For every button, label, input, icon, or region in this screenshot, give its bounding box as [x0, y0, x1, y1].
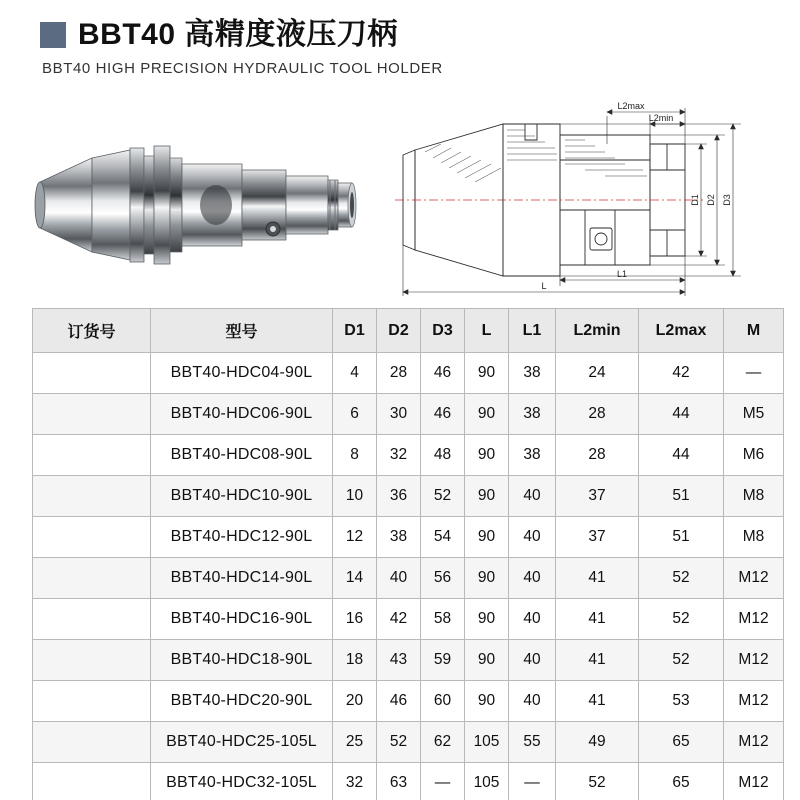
cell-d1: 25 [333, 722, 377, 763]
col-header-d1: D1 [333, 309, 377, 353]
cell-m: M8 [724, 476, 784, 517]
cell-order [33, 476, 151, 517]
cell-m: M5 [724, 394, 784, 435]
dimension-drawing [385, 100, 775, 300]
cell-m: M6 [724, 435, 784, 476]
specification-table [32, 308, 784, 800]
cell-l: 90 [465, 599, 509, 640]
cell-l: 90 [465, 476, 509, 517]
cell-l1: 38 [509, 353, 556, 394]
cell-d2: 52 [377, 722, 421, 763]
figures-area [0, 100, 800, 300]
table-row [33, 353, 784, 394]
cell-d1: 32 [333, 763, 377, 800]
cell-d2: 32 [377, 435, 421, 476]
dim-l: L [541, 281, 547, 291]
table-row [33, 640, 784, 681]
cell-order [33, 558, 151, 599]
col-header-d2: D2 [377, 309, 421, 353]
cell-l: 90 [465, 353, 509, 394]
cell-d1: 16 [333, 599, 377, 640]
cell-m: M12 [724, 558, 784, 599]
table-row [33, 722, 784, 763]
col-header-l2max: L2max [639, 309, 724, 353]
cell-l1: 40 [509, 558, 556, 599]
table-row [33, 681, 784, 722]
cell-model: BBT40-HDC12-90L [151, 517, 333, 558]
cell-l1: 38 [509, 435, 556, 476]
cell-m: M12 [724, 722, 784, 763]
cell-l: 90 [465, 558, 509, 599]
cell-l2max: 51 [639, 476, 724, 517]
table-row [33, 763, 784, 800]
spec-table-wrapper [32, 308, 768, 800]
cell-l2min: 28 [556, 394, 639, 435]
cell-d3: — [421, 763, 465, 800]
cell-d3: 59 [421, 640, 465, 681]
cell-m: — [724, 353, 784, 394]
cell-d2: 63 [377, 763, 421, 800]
cell-l1: 40 [509, 476, 556, 517]
dim-d3: D3 [722, 194, 732, 206]
cell-l1: 40 [509, 681, 556, 722]
col-header-l2min: L2min [556, 309, 639, 353]
page-title: BBT40 高精度液压刀柄 [78, 18, 398, 51]
col-header-l: L [465, 309, 509, 353]
tool-holder-photo [30, 120, 370, 290]
cell-m: M8 [724, 517, 784, 558]
cell-l2max: 52 [639, 599, 724, 640]
dim-l1: L1 [616, 269, 628, 279]
cell-l: 105 [465, 722, 509, 763]
cell-order [33, 681, 151, 722]
cell-model: BBT40-HDC08-90L [151, 435, 333, 476]
cell-l2min: 49 [556, 722, 639, 763]
cell-l2max: 65 [639, 722, 724, 763]
cell-d1: 12 [333, 517, 377, 558]
cell-model: BBT40-HDC14-90L [151, 558, 333, 599]
dim-d2: D2 [706, 194, 716, 206]
cell-d2: 40 [377, 558, 421, 599]
cell-l2max: 51 [639, 517, 724, 558]
cell-l1: — [509, 763, 556, 800]
cell-d2: 43 [377, 640, 421, 681]
cell-d2: 30 [377, 394, 421, 435]
cell-model: BBT40-HDC20-90L [151, 681, 333, 722]
cell-l: 90 [465, 517, 509, 558]
cell-l1: 55 [509, 722, 556, 763]
cell-l1: 40 [509, 517, 556, 558]
cell-l2max: 52 [639, 640, 724, 681]
cell-d2: 38 [377, 517, 421, 558]
cell-l: 90 [465, 640, 509, 681]
cell-l2min: 24 [556, 353, 639, 394]
cell-l2min: 41 [556, 558, 639, 599]
cell-m: M12 [724, 640, 784, 681]
col-header-l1: L1 [509, 309, 556, 353]
cell-l2min: 37 [556, 476, 639, 517]
table-row [33, 435, 784, 476]
cell-d2: 46 [377, 681, 421, 722]
cell-l: 90 [465, 435, 509, 476]
table-header-row [33, 309, 784, 353]
cell-l1: 40 [509, 640, 556, 681]
cell-l2min: 41 [556, 681, 639, 722]
cell-model: BBT40-HDC06-90L [151, 394, 333, 435]
col-header-d3: D3 [421, 309, 465, 353]
cell-d1: 20 [333, 681, 377, 722]
dim-l2min: L2min [648, 113, 674, 123]
dim-l2max: L2max [617, 101, 645, 111]
page-subtitle: BBT40 HIGH PRECISION HYDRAULIC TOOL HOLDER [42, 60, 443, 77]
cell-d3: 62 [421, 722, 465, 763]
cell-d3: 48 [421, 435, 465, 476]
cell-l2min: 41 [556, 599, 639, 640]
title-row [40, 20, 443, 50]
col-header-m: M [724, 309, 784, 353]
cell-l: 90 [465, 394, 509, 435]
cell-d3: 60 [421, 681, 465, 722]
table-row [33, 517, 784, 558]
cell-order [33, 640, 151, 681]
cell-l1: 40 [509, 599, 556, 640]
cell-d1: 4 [333, 353, 377, 394]
dim-d1: D1 [690, 194, 700, 206]
cell-l2max: 65 [639, 763, 724, 800]
cell-model: BBT40-HDC16-90L [151, 599, 333, 640]
cell-order [33, 394, 151, 435]
cell-m: M12 [724, 681, 784, 722]
cell-l2max: 44 [639, 435, 724, 476]
cell-l2max: 53 [639, 681, 724, 722]
title-square-icon [40, 22, 66, 48]
cell-l: 90 [465, 681, 509, 722]
cell-l2max: 42 [639, 353, 724, 394]
cell-d3: 46 [421, 394, 465, 435]
cell-model: BBT40-HDC25-105L [151, 722, 333, 763]
table-row [33, 476, 784, 517]
cell-d1: 10 [333, 476, 377, 517]
cell-model: BBT40-HDC32-105L [151, 763, 333, 800]
cell-l2min: 41 [556, 640, 639, 681]
cell-d2: 42 [377, 599, 421, 640]
cell-model: BBT40-HDC10-90L [151, 476, 333, 517]
cell-order [33, 435, 151, 476]
cell-d3: 58 [421, 599, 465, 640]
cell-l2min: 28 [556, 435, 639, 476]
table-row [33, 394, 784, 435]
cell-order [33, 353, 151, 394]
col-header-model: 型号 [151, 309, 333, 353]
table-row [33, 558, 784, 599]
cell-l1: 38 [509, 394, 556, 435]
cell-d3: 56 [421, 558, 465, 599]
cell-m: M12 [724, 599, 784, 640]
cell-d2: 36 [377, 476, 421, 517]
cell-d1: 14 [333, 558, 377, 599]
cell-d2: 28 [377, 353, 421, 394]
cell-d1: 18 [333, 640, 377, 681]
cell-order [33, 599, 151, 640]
cell-order [33, 517, 151, 558]
cell-d3: 54 [421, 517, 465, 558]
page-header [40, 20, 443, 77]
cell-order [33, 722, 151, 763]
cell-d3: 52 [421, 476, 465, 517]
cell-l2min: 52 [556, 763, 639, 800]
cell-l2max: 52 [639, 558, 724, 599]
cell-d3: 46 [421, 353, 465, 394]
cell-m: M12 [724, 763, 784, 800]
table-row [33, 599, 784, 640]
col-header-order: 订货号 [33, 309, 151, 353]
cell-l2min: 37 [556, 517, 639, 558]
cell-l: 105 [465, 763, 509, 800]
cell-d1: 6 [333, 394, 377, 435]
cell-model: BBT40-HDC18-90L [151, 640, 333, 681]
cell-order [33, 763, 151, 800]
cell-model: BBT40-HDC04-90L [151, 353, 333, 394]
cell-l2max: 44 [639, 394, 724, 435]
cell-d1: 8 [333, 435, 377, 476]
